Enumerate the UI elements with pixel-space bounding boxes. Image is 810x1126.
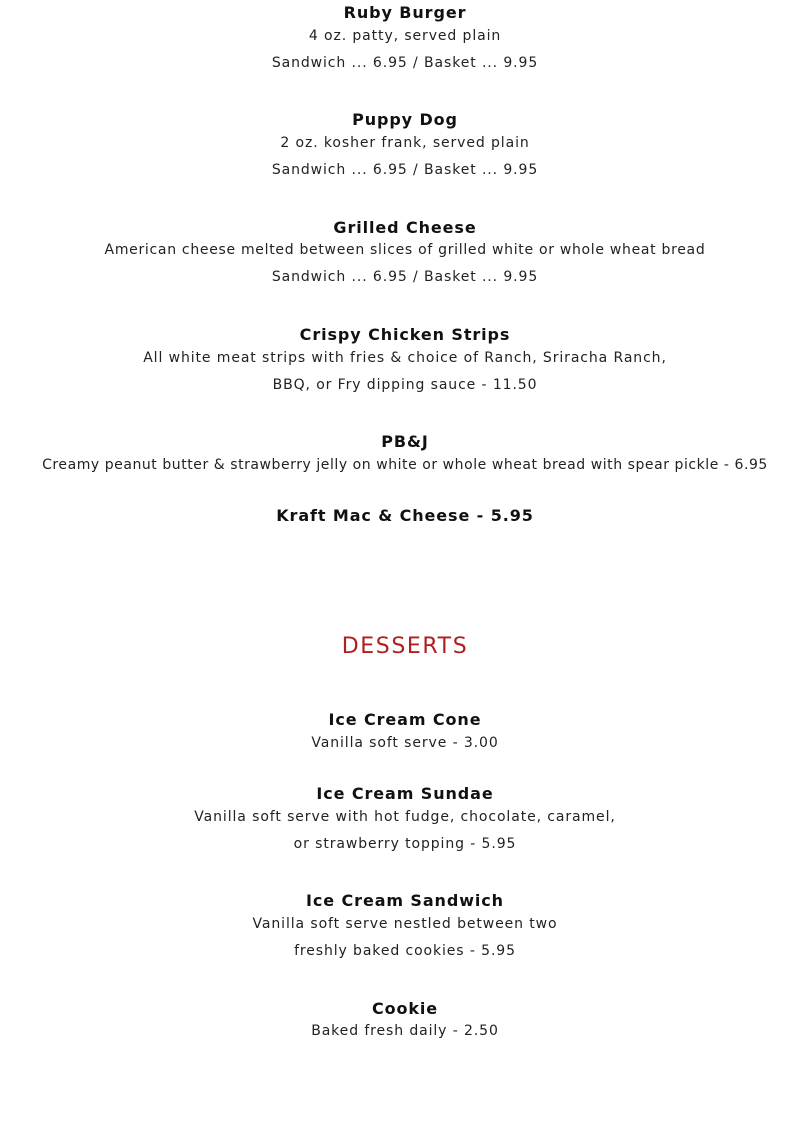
item-description-price: freshly baked cookies - 5.95 [294,943,516,959]
item-description-price: Baked fresh daily - 2.50 [311,1023,499,1039]
item-name-pbj: PB&J [381,432,429,451]
item-description: American cheese melted between slices of grilled white or whole wheat bread [104,242,706,258]
item-description-price: BBQ, or Fry dipping sauce - 11.50 [272,377,538,393]
item-name-cookie: Cookie [371,999,439,1018]
item-description-price: or strawberry topping - 5.95 [293,836,517,852]
section-title-desserts: DESSERTS [341,634,469,659]
item-price: Sandwich ... 6.95 / Basket ... 9.95 [271,162,539,178]
item-price: Sandwich ... 6.95 / Basket ... 9.95 [271,269,539,285]
item-description-price: Vanilla soft serve - 3.00 [311,735,499,751]
item-name-ruby-burger: Ruby Burger [343,3,467,22]
item-description: Vanilla soft serve with hot fudge, chocolate, caramel, [194,809,616,825]
item-name-puppy-dog: Puppy Dog [352,110,458,129]
item-name-ice-cream-sundae: Ice Cream Sundae [316,784,494,803]
item-name-crispy-chicken-strips: Crispy Chicken Strips [299,325,511,344]
item-name-grilled-cheese: Grilled Cheese [333,218,477,237]
item-description: All white meat strips with fries & choice of Ranch, Sriracha Ranch, [143,350,667,366]
item-price: Sandwich ... 6.95 / Basket ... 9.95 [271,55,539,71]
item-mac-and-cheese: Kraft Mac & Cheese - 5.95 [276,506,534,525]
item-description-price: Creamy peanut butter & strawberry jelly on white or whole wheat bread with spear pickle - 6.95 [42,457,768,473]
item-description: 4 oz. patty, served plain [308,28,502,44]
item-description: Vanilla soft serve nestled between two [252,916,558,932]
item-description: 2 oz. kosher frank, served plain [280,135,530,151]
item-name-ice-cream-cone: Ice Cream Cone [328,710,482,729]
item-name-ice-cream-sandwich: Ice Cream Sandwich [306,891,504,910]
